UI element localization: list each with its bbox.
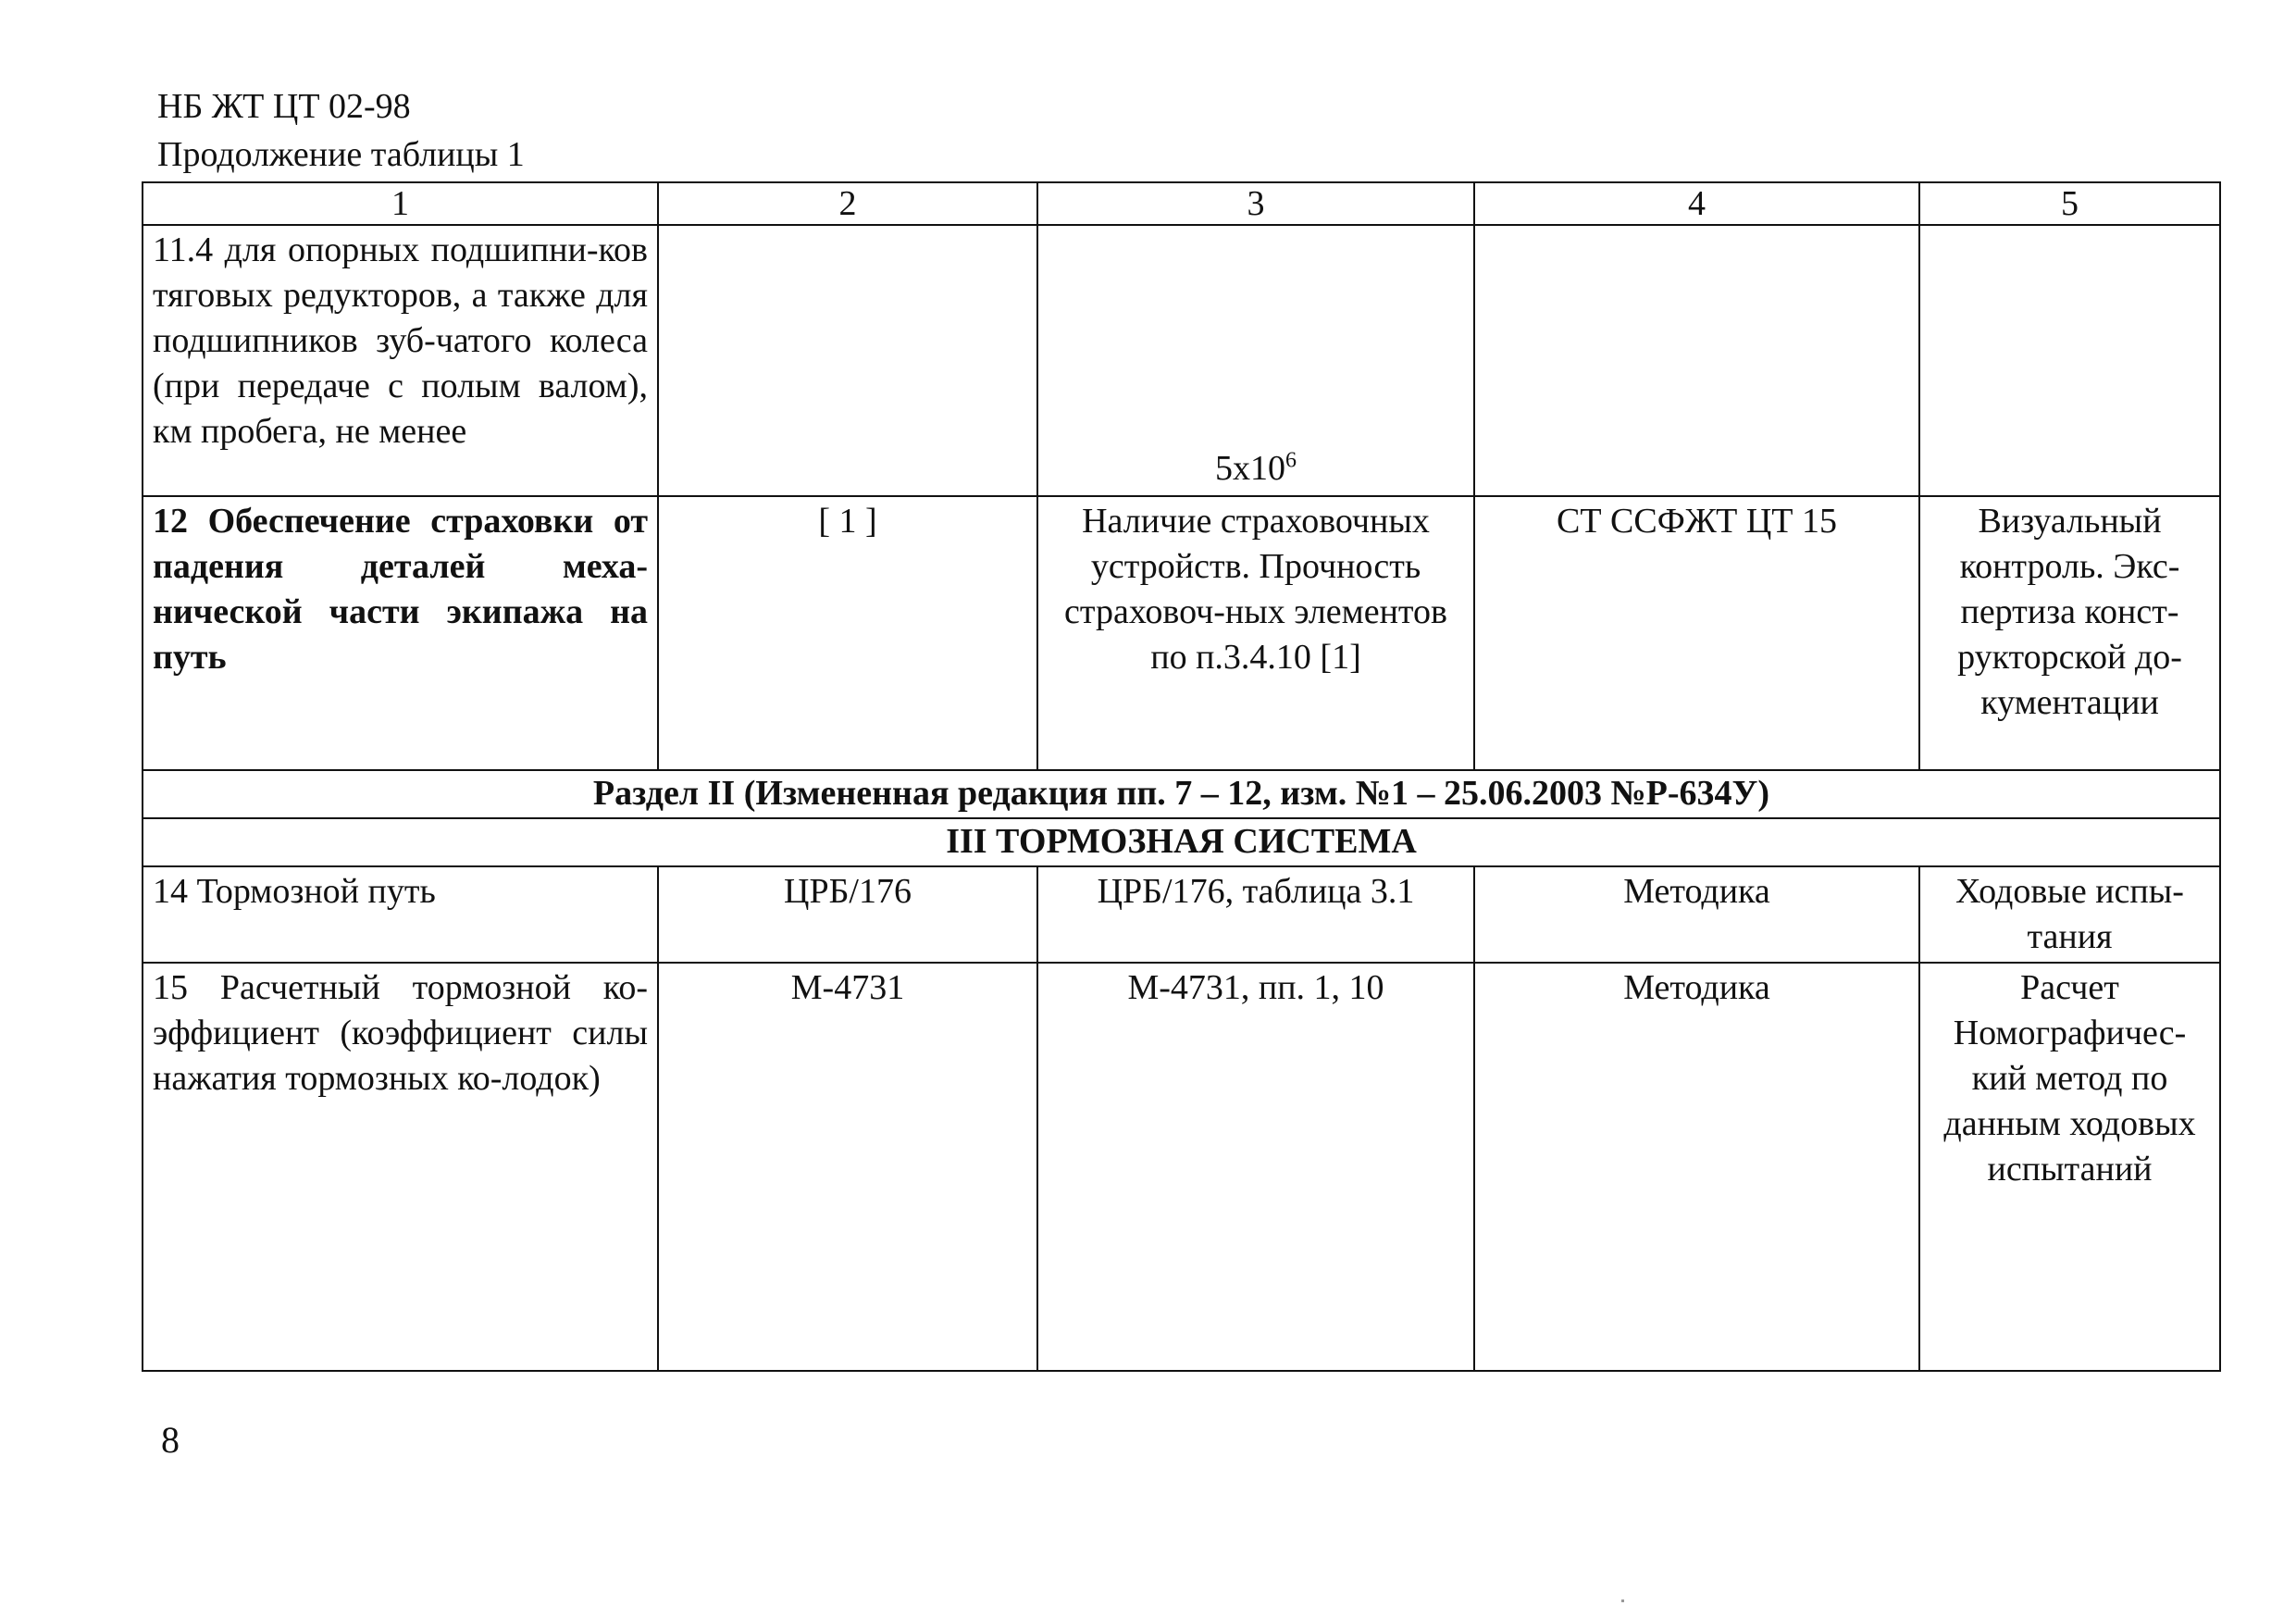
mileage-value: $5x10^6$ — [1215, 448, 1297, 488]
section-note: Раздел II (Измененная редакция пп. 7 – 12, изм. №1 – 25.06.2003 №Р-634У) — [143, 770, 2220, 818]
page-number: 8 — [161, 1419, 180, 1461]
table-row — [143, 496, 2220, 770]
section-title: III ТОРМОЗНАЯ СИСТЕМА — [143, 818, 2220, 866]
method-cell: Визуальный контроль. Экс-пертиза конст-рукторской до-кументации — [1919, 496, 2220, 770]
method-cell: Расчет Номографичес-кий метод по данным ходовых испытаний — [1919, 963, 2220, 1371]
document-code: НБ ЖТ ЦТ 02-98 — [157, 87, 411, 126]
section-title-row — [143, 818, 2220, 866]
table-row — [143, 866, 2220, 963]
value-cell — [1037, 225, 1474, 496]
standard-cell: Методика — [1474, 866, 1919, 963]
column-number: 1 — [143, 182, 658, 225]
standard-cell: Методика — [1474, 963, 1919, 1371]
column-number: 5 — [1919, 182, 2220, 225]
column-number: 4 — [1474, 182, 1919, 225]
section-note-row — [143, 770, 2220, 818]
reference-cell — [658, 225, 1037, 496]
requirement-cell: 12 Обеспечение страховки от падения деталей меха-нической части экипажа на путь — [143, 496, 658, 770]
reference-cell: [ 1 ] — [658, 496, 1037, 770]
standard-cell — [1474, 225, 1919, 496]
column-number: 2 — [658, 182, 1037, 225]
reference-cell: ЦРБ/176 — [658, 866, 1037, 963]
requirement-cell: 14 Тормозной путь — [143, 866, 658, 963]
reference-cell: М-4731 — [658, 963, 1037, 1371]
value-cell: М-4731, пп. 1, 10 — [1037, 963, 1474, 1371]
value-cell: Наличие страховочных устройств. Прочность страховоч-ных элементов по п.3.4.10 [1] — [1037, 496, 1474, 770]
table-row — [143, 225, 2220, 496]
value-cell: ЦРБ/176, таблица 3.1 — [1037, 866, 1474, 963]
method-cell: Ходовые испы-тания — [1919, 866, 2220, 963]
method-cell — [1919, 225, 2220, 496]
table-continuation-label: Продолжение таблицы 1 — [157, 135, 525, 174]
requirements-table — [142, 181, 2221, 1372]
standard-cell: СТ ССФЖТ ЦТ 15 — [1474, 496, 1919, 770]
column-number-row — [143, 182, 2220, 225]
requirement-cell: 15 Расчетный тормозной ко-эффициент (коэффициент силы нажатия тормозных ко-лодок) — [143, 963, 658, 1371]
table-row — [143, 963, 2220, 1371]
requirement-cell: 11.4 для опорных подшипни-ков тяговых редукторов, а также для подшипников зуб-чатого колеса (при передаче с полым валом), км пробега, не менее — [143, 225, 658, 496]
scan-speck — [1621, 1599, 1624, 1602]
column-number: 3 — [1037, 182, 1474, 225]
